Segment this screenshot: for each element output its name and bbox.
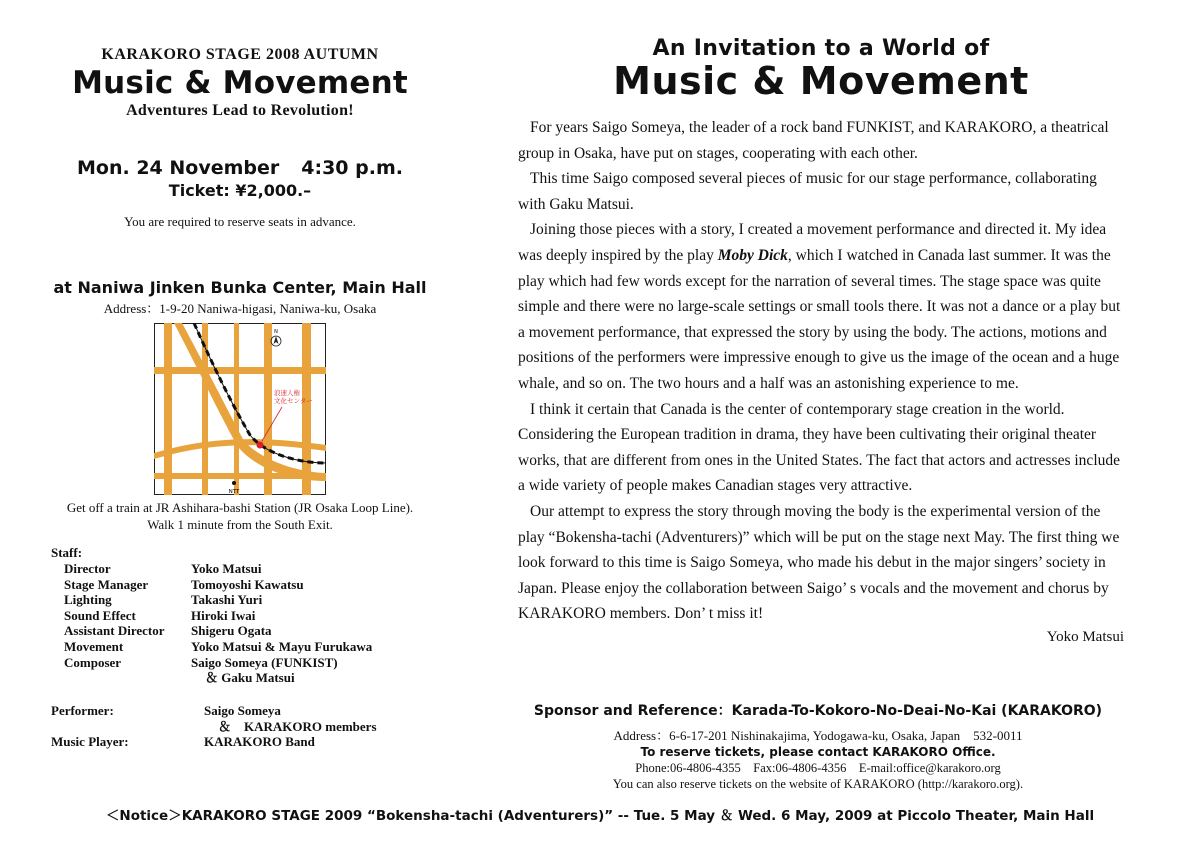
venue-name: at Naniwa Jinken Bunka Center, Main Hall [53,278,427,297]
event-info-column [40,40,440,533]
ticket-price: Ticket: ¥2,000.– [168,181,312,200]
invitation-column [518,36,1124,646]
performer-list [51,703,451,750]
paragraph: Our attempt to express the story through moving the body is the experimental version of the play “Bokensha-tachi (Adventurers)” which will be put on the stage next May. The first thing we look forward to this time is Saigo Someya, who made his debut in the major singers’ society in Japan. Please enjoy the collaboration between Saigo’ s vocals and the movement and chorus by KARAKORO members. Don’ t miss it! [518,502,1120,623]
sponsor-block [518,700,1118,792]
staff-row: Composer Saigo Someya (FUNKIST) [64,654,338,670]
sponsor-line: Sponsor and Reference：Karada-To-Kokoro-No-Deai-No-Kai (KARAKORO) [533,703,1103,719]
staff-row: Movement Yoko Matsui & Mayu Furukawa [64,638,373,654]
invitation-title: Music & Movement [613,59,1029,103]
staff-row: Assistant Director Shigeru Ogata [64,623,272,639]
invitation-kicker: An Invitation to a World of [652,36,990,61]
music-player-row: Music Player: KARAKORO Band [51,734,315,750]
svg-text:N: N [274,329,278,335]
venue-marker-icon [257,442,264,449]
event-time: 4:30 p.m. [301,157,403,179]
map-venue-label-2: 文化センター [274,397,313,405]
play-title: Moby Dick [717,246,788,264]
venue-map [154,323,326,495]
reserve-contact-line: To reserve tickets, please contact KARAKORO Office. [640,745,996,759]
sponsor-address: Address：6-6-17-201 Nishinakajima, Yodogawa-ku, Osaka, Japan 532-0011 [613,728,1023,743]
invitation-body [518,115,1124,627]
performer-row: Performer: Saigo Someya [51,703,281,718]
website-note: You can also reserve tickets on the website of KARAKORO (http://karakoro.org). [612,777,1024,791]
staff-row: Director Yoko Matsui [64,561,262,576]
event-subtitle: Adventures Lead to Revolution! [126,102,354,119]
staff-row: Stage Manager Tomoyoshi Kawatsu [64,576,304,592]
event-datetime [40,157,440,179]
map-venue-label-1: 浪速人権 [274,389,300,397]
paragraph: I think it certain that Canada is the center of contemporary stage creation in the world. Considering the European tradition in drama, they have been cultivating their original theater works, that are different from ones in the United States. The fact that actors and actresses include a wide variety of people makes Canadian stages very attractive. [518,400,1121,495]
map-ntt-label: NTT [228,489,240,495]
venue-address: Address：1-9-20 Naniwa-higasi, Naniwa-ku, Osaka [103,301,377,316]
staff-row: Sound Effect Hiroki Iwai [64,607,256,623]
paragraph: For years Saigo Someya, the leader of a rock band FUNKIST, and KARAKORO, a theatrical group in Osaka, have put on stages, cooperating with each other. [518,119,1109,162]
paragraph: Joining those pieces with a story, I created a movement performance and directed it. My idea was deeply inspired by the play Moby Dick, which I watched in Canada last summer. It was the play which had few words except for the narration of several times. The stage space was quite simple and there were no large-scale settings or small tools there. It was not a dance or a play but a movement performance, that expressed the story by using the body. The actions, motions and positions of the performers were impressive enough to give us the image of the ocean and a huge whale, and so on. The two hours and a half was an astonishing experience to me. [518,221,1121,392]
paragraph: This time Saigo composed several pieces of music for our stage performance, collaborating with Gaku Matsui. [518,170,1097,213]
directions-line-1: Get off a train at JR Ashihara-bashi Station (JR Osaka Loop Line). [66,500,414,515]
staff-row-continued: ＆ Gaku Matsui [205,670,295,686]
event-date: Mon. 24 November [77,157,280,179]
ntt-marker-icon [232,481,236,485]
signature: Yoko Matsui [1046,628,1124,645]
stage-kicker: KARAKORO STAGE 2008 AUTUMN [101,46,379,63]
directions [40,499,440,533]
directions-line-2: Walk 1 minute from the South Exit. [147,517,333,532]
next-stage-notice: ＜Notice＞KARAKORO STAGE 2009 “Bokensha-tachi (Adventurers)” -- Tue. 5 May ＆ Wed. 6 May, 2009 at Piccolo Theater, Main Hall [105,808,1095,824]
staff-row: Lighting Takashi Yuri [64,592,263,608]
contact-details: Phone:06-4806-4355 Fax:06-4806-4356 E-mail:office@karakoro.org [635,761,1001,775]
reserve-note: You are required to reserve seats in advance. [124,214,356,229]
staff-header: Staff: [51,545,83,560]
performer-row-continued: ＆ KARAKORO members [218,718,377,734]
event-title: Music & Movement [72,65,408,101]
staff-list [51,545,451,686]
